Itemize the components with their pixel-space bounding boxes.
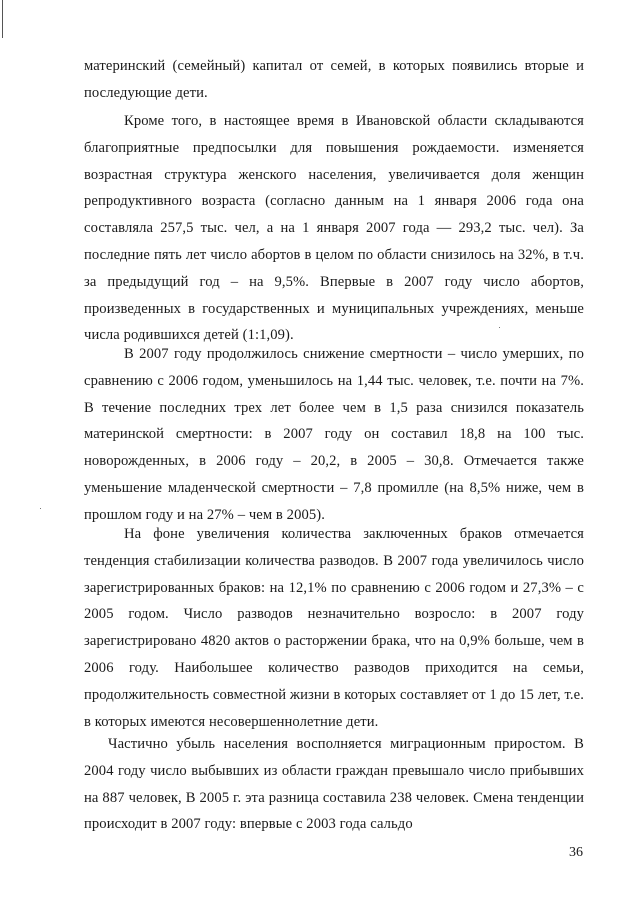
page-number: 36 [569, 845, 583, 860]
paragraph-4 [84, 521, 584, 735]
margin-line [2, 0, 3, 38]
paragraph-1-text: материнский (семейный) капитал от семей, в которых появились вторые и последующие дети. [84, 58, 584, 101]
paragraph-3-text: В 2007 году продолжилось снижение смертности – число умерших, по сравнению с 2006 годом, уменьшилось на 1,44 тыс. человек, т.е. почти на 7%. В течение последних трех лет более чем в 1,5 раза снизился показатель материнской смертности: в 2007 году он составил 18,8 на 100 тыс. новорожденных, в 2006 году – 20,2, в 2005 – 30,8. Отмечается также уменьшение младенческой смертности – 7,8 промилле (на 8,5% ниже, чем в прошлом году и на 27% – чем в 2005). [84, 346, 584, 523]
paragraph-1 [84, 53, 584, 107]
scan-speck [499, 327, 500, 328]
paragraph-5 [84, 731, 584, 838]
paragraph-2 [84, 108, 584, 349]
paragraph-3 [84, 341, 584, 529]
paragraph-5-text: Частично убыль населения восполняется миграционным приростом. В 2004 году число выбывших из области граждан превышало число прибывших на 887 человек, В 2005 г. эта разница составила 238 человек. Смена тенденции происходит в 2007 году: впервые с 2003 года сальдо [84, 736, 584, 833]
paragraph-4-text: На фоне увеличения количества заключенных браков отмечается тенденция стабилизации количества разводов. В 2007 года увеличилось число зарегистрированных браков: на 12,1% по сравнению с 2006 годом и 27,3% – с 2005 годом. Число разводов незначительно возросло: в 2007 году зарегистрировано 4820 актов о расторжении брака, что на 0,9% больше, чем в 2006 году. Наибольшее количество разводов приходится на семьи, продолжительность совместной жизни в которых составляет от 1 до 15 лет, т.е. в которых имеются несовершеннолетние дети. [84, 526, 584, 730]
scan-speck [40, 508, 41, 509]
paragraph-2-text: Кроме того, в настоящее время в Ивановской области складываются благоприятные предпосылки для повышения рождаемости. изменяется возрастная структура женского населения, увеличивается доля женщин репродуктивного возраста (согласно данным на 1 января 2006 года она составляла 257,5 тыс. чел, а на 1 января 2007 года — 293,2 тыс. чел). За последние пять лет число абортов в целом по области снизилось на 32%, в т.ч. за предыдущий год – на 9,5%. Впервые в 2007 году число абортов, произведенных в государственных и муниципальных учреждениях, меньше числа родившихся детей (1:1,09). [84, 113, 584, 344]
